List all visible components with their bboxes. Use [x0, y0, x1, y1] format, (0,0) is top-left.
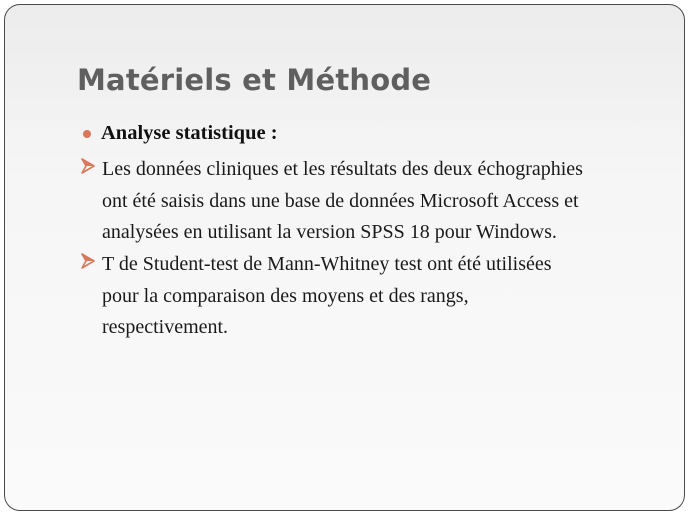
- bullet-point-line: analysées en utilisant la version SPSS 18 pour Windows.: [102, 221, 557, 243]
- bullet-point-text: [102, 154, 661, 249]
- bullet-point-line: respectivement.: [102, 316, 229, 338]
- bullet-point-line: Les données cliniques et les résultats des deux échographies: [102, 158, 583, 180]
- bullet-point-text: [102, 249, 661, 344]
- arrow-bullet-icon: [81, 253, 95, 269]
- bullet-point: [81, 249, 661, 344]
- bullet-point-line: T de Student-test de Mann-Whitney test ont été utilisées: [102, 253, 552, 275]
- round-bullet-icon: [83, 130, 91, 138]
- slide: [4, 4, 685, 511]
- arrow-bullet-icon: [81, 158, 95, 174]
- slide-title: Matériels et Méthode: [77, 63, 432, 97]
- section-heading-text: Analyse statistique :: [101, 122, 278, 144]
- bullet-point: [81, 154, 661, 249]
- bullet-point-line: pour la comparaison des moyens et des rangs,: [102, 284, 469, 307]
- bullet-point-line: ont été saisis dans une base de données Microsoft Access et: [102, 189, 579, 212]
- section-heading: [83, 122, 278, 145]
